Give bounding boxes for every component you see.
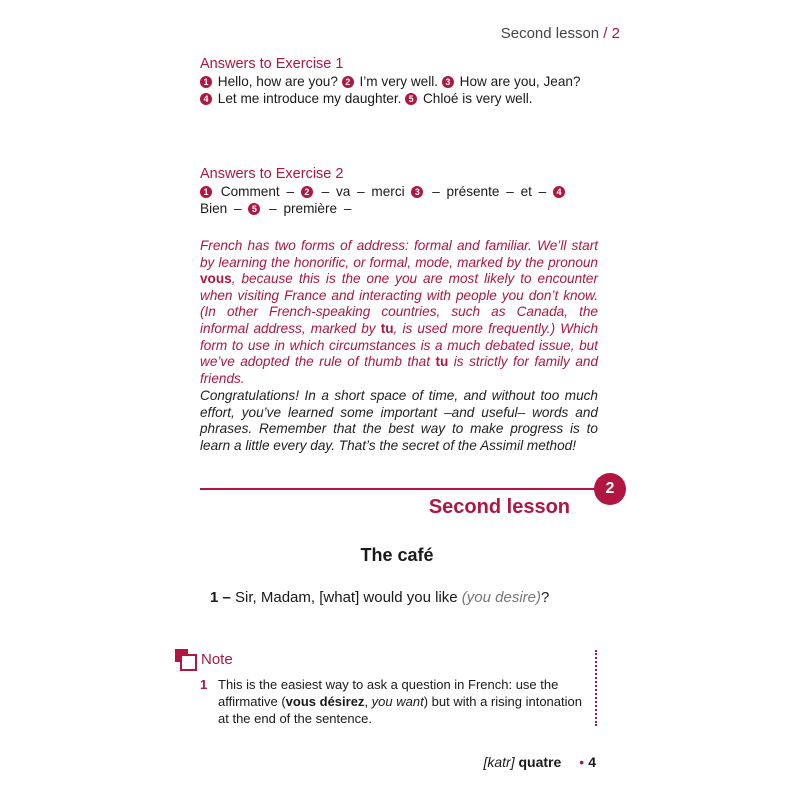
address-forms-paragraph — [200, 238, 598, 387]
dotted-margin-line — [595, 650, 597, 726]
bold-term: tu — [380, 320, 394, 336]
number-badge: 1 — [200, 186, 212, 198]
note-label: Note — [201, 651, 233, 668]
bold-term: vous désirez — [285, 694, 365, 709]
running-header — [501, 25, 620, 42]
note-text — [218, 676, 592, 727]
number-badge: 3 — [442, 76, 454, 88]
lesson-number-badge: 2 — [594, 473, 626, 505]
page-number: 4 — [588, 754, 596, 770]
number-badge: 2 — [342, 76, 354, 88]
answer: How are you, Jean? — [459, 74, 581, 89]
lesson-subtitle: The café — [360, 545, 434, 565]
text: , — [364, 694, 372, 709]
lesson-divider — [200, 488, 595, 490]
exercise1-heading: Answers to Exercise 1 — [200, 56, 344, 72]
text: This is the easiest way to ask a question in French: use the affirmative ( — [218, 677, 559, 709]
exercise2-heading: Answers to Exercise 2 — [200, 166, 344, 182]
bold-term: vous — [200, 271, 232, 287]
number-badge: 4 — [553, 186, 565, 198]
answer: Hello, how are you? — [217, 74, 338, 89]
note-icon — [175, 649, 197, 671]
page-footer — [483, 754, 596, 770]
number-badge: 3 — [411, 186, 423, 198]
exercise1-list — [200, 73, 598, 107]
text: ) but with a rising intonation at the end of the sentence. — [218, 694, 582, 726]
page-word: quatre — [518, 754, 562, 770]
text: French has two forms of address: formal and familiar. We’ll start by learning the honorific, or formal, mode, marked by the pronoun — [200, 238, 598, 270]
literal-translation: (you desire) — [461, 589, 541, 606]
text: , is used more frequently.) Which form to use in which circumstances is a much debated issue, but we’ve adopted the rule of thumb that — [200, 320, 599, 370]
exercise2-list — [200, 183, 598, 217]
sentence-text: Sir, Madam, [what] would you like — [235, 589, 462, 606]
header-title: Second lesson — [500, 25, 600, 42]
header-sep: / — [599, 25, 612, 42]
sentence-end: ? — [541, 589, 550, 606]
exercise1-answers — [200, 56, 598, 107]
note-number: 1 — [200, 677, 208, 692]
italic-term: you want — [371, 694, 424, 709]
note-item — [200, 676, 592, 727]
text: , because this is the one you are most likely to encounter when visiting France and interacting with people you don’t know. (In other French-speaking countries, such as Canada, the informal address, marked by — [200, 271, 598, 336]
number-badge: 4 — [200, 93, 212, 105]
sentence-1 — [210, 589, 549, 606]
bold-term: tu — [435, 354, 449, 370]
answer: Chloé is very well. — [422, 91, 533, 106]
answer: – va – merci — [321, 184, 405, 199]
pronunciation: [katr] — [483, 754, 515, 770]
number-badge: 5 — [248, 203, 260, 215]
number-badge: 5 — [405, 93, 417, 105]
answer: – présente – et – — [432, 184, 547, 199]
congratulations-paragraph: Congratulations! In a short space of time, and without too much effort, you’ve learned some important –and useful– words and phrases. Remember that the best way to make progress is to learn a little every day. That’s the secret of the Assimil method! — [200, 388, 598, 453]
number-badge: 1 — [200, 76, 212, 88]
answer: Comment – — [220, 184, 295, 199]
lesson-title: Second lesson — [428, 496, 570, 518]
number-badge: 2 — [301, 186, 313, 198]
sentence-number: 1 – — [210, 589, 231, 606]
bullet-icon: • — [579, 754, 585, 770]
answer: – première – — [269, 201, 352, 216]
text: is strictly for family and friends. — [200, 354, 599, 386]
answer: I’m very well. — [359, 74, 439, 89]
header-page: 2 — [611, 25, 620, 42]
answer: Let me introduce my daughter. — [217, 91, 402, 106]
answer: Bien – — [200, 201, 242, 216]
exercise2-answers — [200, 166, 598, 217]
